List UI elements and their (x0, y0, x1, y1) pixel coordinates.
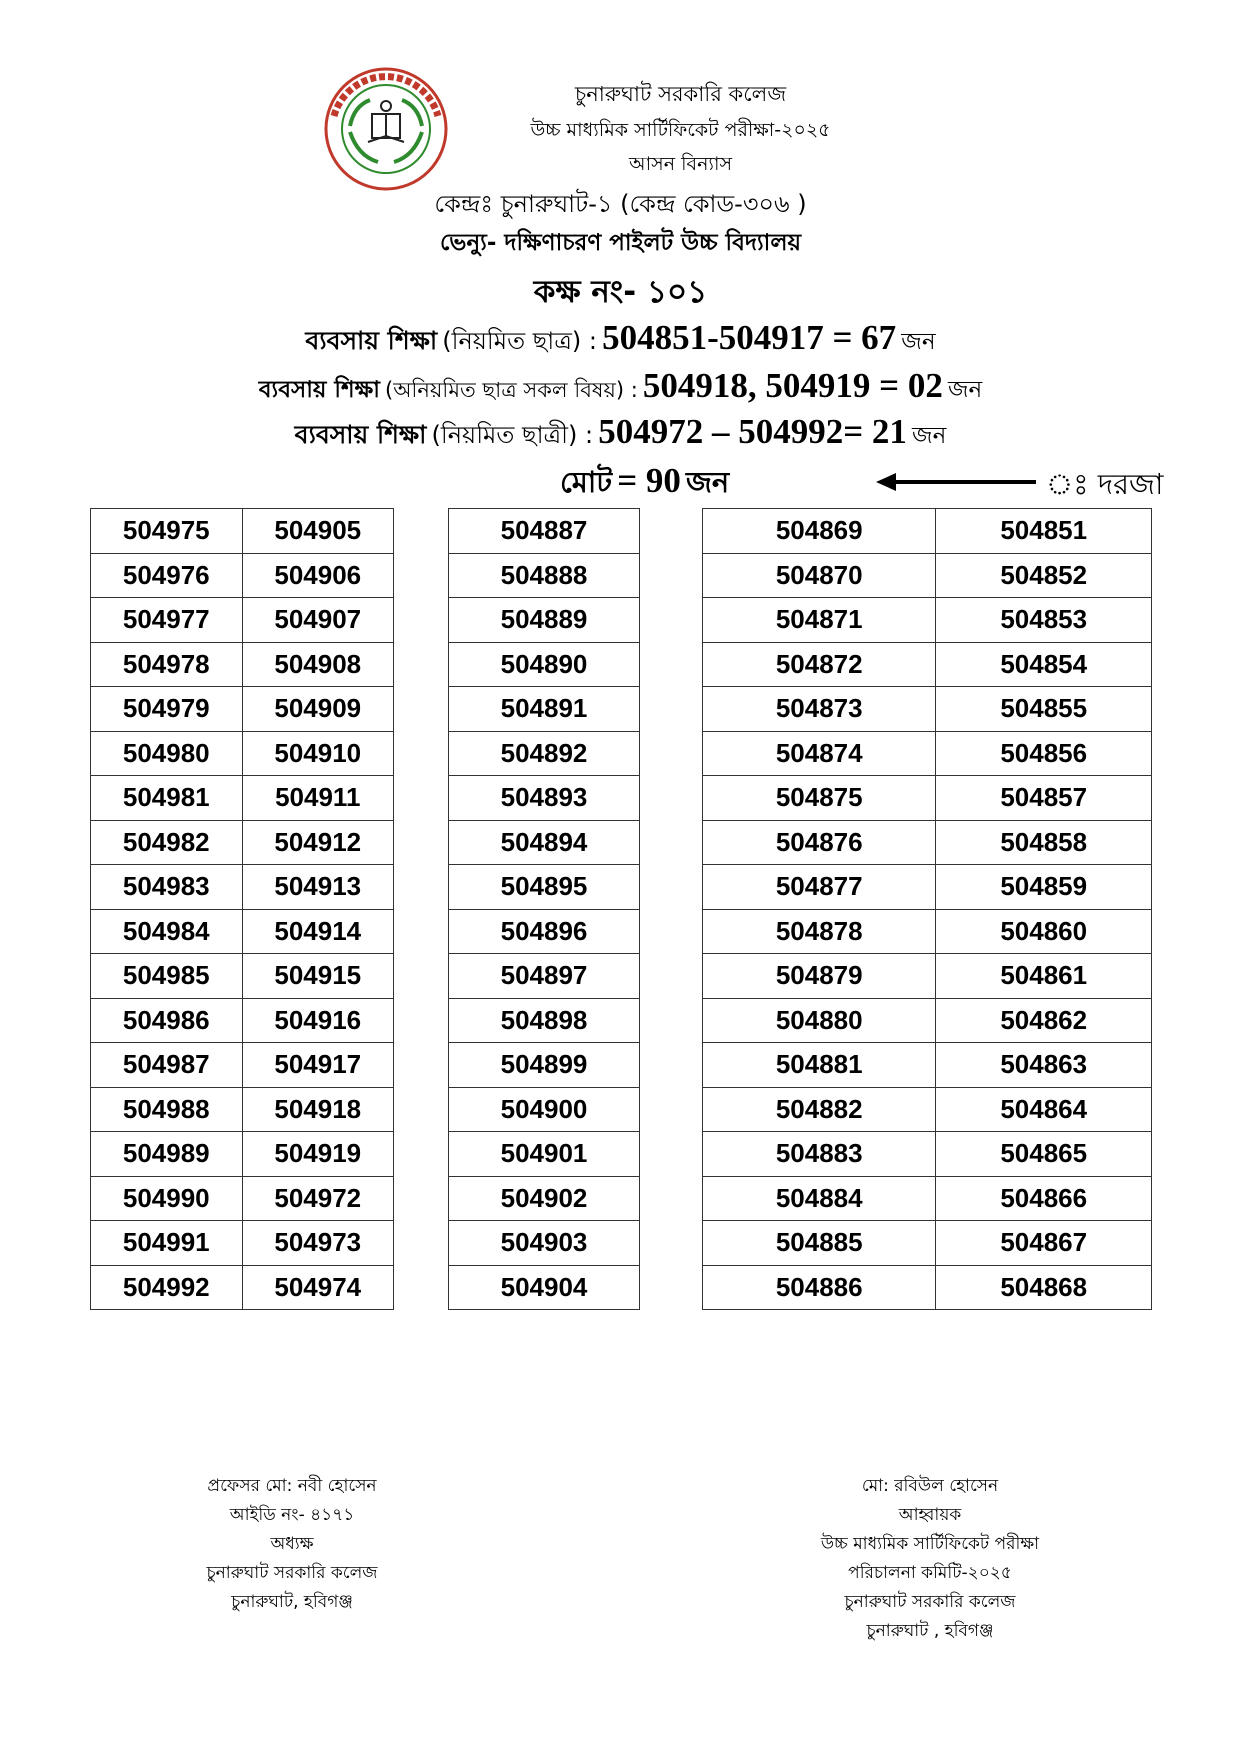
roll-number-cell: 504915 (242, 954, 394, 999)
seat-row (703, 509, 1152, 554)
roll-number-cell: 504988 (91, 1087, 243, 1132)
roll-number-cell: 504982 (91, 820, 243, 865)
seat-row (449, 1176, 640, 1221)
total-count (560, 460, 729, 509)
summary-row (0, 412, 1241, 458)
roll-number-cell: 504974 (242, 1265, 394, 1310)
signature-principal (182, 1472, 402, 1617)
seat-row (449, 1043, 640, 1088)
seat-row (91, 553, 394, 598)
seat-row (449, 642, 640, 687)
signer-name: প্রফেসর মো: নবী হোসেন (207, 1476, 377, 1496)
seat-row (91, 1176, 394, 1221)
roll-number-cell: 504873 (703, 687, 936, 732)
seat-row (703, 1265, 1152, 1310)
summary-row (0, 318, 1241, 364)
seat-row (91, 687, 394, 732)
roll-number-cell: 504894 (449, 820, 640, 865)
arrow-left-icon (876, 470, 1038, 494)
seat-row (703, 1221, 1152, 1266)
roll-number-cell: 504918 (242, 1087, 394, 1132)
seat-row (91, 1043, 394, 1088)
roll-number-cell: 504865 (936, 1132, 1152, 1177)
roll-number-cell: 504986 (91, 998, 243, 1043)
signer-committee-year: পরিচালনা কমিটি-২০২৫ (848, 1563, 1012, 1583)
seat-row (703, 998, 1152, 1043)
roll-number-cell: 504893 (449, 776, 640, 821)
seat-row (91, 954, 394, 999)
seat-table-left (90, 508, 394, 1310)
roll-number-cell: 504859 (936, 865, 1152, 910)
roll-number-cell: 504883 (703, 1132, 936, 1177)
seat-row (703, 642, 1152, 687)
signer-location: চুনারুঘাট , হবিগঞ্জ (866, 1621, 994, 1641)
summary-subject: ব্যবসায় শিক্ষা (294, 420, 427, 449)
total-value: = 90 (617, 461, 681, 500)
roll-number-cell: 504990 (91, 1176, 243, 1221)
seat-row (449, 509, 640, 554)
roll-number-cell: 504912 (242, 820, 394, 865)
roll-number-cell: 504869 (703, 509, 936, 554)
roll-number-cell: 504862 (936, 998, 1152, 1043)
signer-institution: চুনারুঘাট সরকারি কলেজ (844, 1592, 1016, 1612)
roll-number-cell: 504860 (936, 909, 1152, 954)
roll-number-cell: 504875 (703, 776, 936, 821)
seat-row (449, 820, 640, 865)
roll-number-cell: 504901 (449, 1132, 640, 1177)
seat-row (449, 909, 640, 954)
roll-number-cell: 504992 (91, 1265, 243, 1310)
seat-row (449, 998, 640, 1043)
roll-number-cell: 504899 (449, 1043, 640, 1088)
seat-row (703, 1132, 1152, 1177)
seat-row (449, 1132, 640, 1177)
door-label: ঃ দরজা (1046, 467, 1164, 501)
roll-number-cell: 504907 (242, 598, 394, 643)
roll-number-cell: 504977 (91, 598, 243, 643)
total-unit: জন (685, 465, 730, 499)
seat-row (449, 776, 640, 821)
roll-number-cell: 504889 (449, 598, 640, 643)
roll-number-cell: 504902 (449, 1176, 640, 1221)
seat-row (449, 687, 640, 732)
roll-number-cell: 504903 (449, 1221, 640, 1266)
total-label: মোট (560, 465, 613, 499)
summary-range: 504851-504917 = 67 (602, 318, 897, 357)
signer-institution: চুনারুঘাট সরকারি কলেজ (206, 1563, 378, 1583)
seat-row (449, 1087, 640, 1132)
roll-number-cell: 504908 (242, 642, 394, 687)
seat-row (703, 731, 1152, 776)
signer-committee: উচ্চ মাধ্যমিক সার্টিফিকেট পরীক্ষা (820, 1534, 1040, 1554)
roll-number-cell: 504897 (449, 954, 640, 999)
roll-number-cell: 504851 (936, 509, 1152, 554)
roll-number-cell: 504984 (91, 909, 243, 954)
seat-row (703, 1087, 1152, 1132)
roll-number-cell: 504978 (91, 642, 243, 687)
seat-row (91, 598, 394, 643)
seat-row (91, 1221, 394, 1266)
roll-number-cell: 504870 (703, 553, 936, 598)
roll-number-cell: 504895 (449, 865, 640, 910)
seat-row (449, 553, 640, 598)
roll-number-cell: 504880 (703, 998, 936, 1043)
roll-number-cell: 504854 (936, 642, 1152, 687)
signer-designation: আহ্বায়ক (898, 1505, 962, 1525)
seat-row (91, 642, 394, 687)
roll-number-cell: 504981 (91, 776, 243, 821)
roll-number-cell: 504890 (449, 642, 640, 687)
roll-number-cell: 504916 (242, 998, 394, 1043)
roll-number-cell: 504863 (936, 1043, 1152, 1088)
roll-number-cell: 504881 (703, 1043, 936, 1088)
roll-number-cell: 504882 (703, 1087, 936, 1132)
seat-row (91, 509, 394, 554)
roll-number-cell: 504913 (242, 865, 394, 910)
roll-number-cell: 504896 (449, 909, 640, 954)
roll-number-cell: 504874 (703, 731, 936, 776)
seat-row (703, 687, 1152, 732)
seat-row (703, 598, 1152, 643)
signature-convener (800, 1472, 1060, 1646)
roll-number-cell: 504885 (703, 1221, 936, 1266)
seat-row (91, 731, 394, 776)
roll-number-cell: 504857 (936, 776, 1152, 821)
summary-row (0, 366, 1241, 410)
roll-number-cell: 504904 (449, 1265, 640, 1310)
roll-number-cell: 504861 (936, 954, 1152, 999)
seat-row (703, 820, 1152, 865)
roll-number-cell: 504980 (91, 731, 243, 776)
roll-number-cell: 504867 (936, 1221, 1152, 1266)
roll-number-cell: 504855 (936, 687, 1152, 732)
summary-category: (নিয়মিত ছাত্রী) : (431, 421, 594, 449)
seat-row (449, 731, 640, 776)
roll-number-cell: 504871 (703, 598, 936, 643)
roll-number-cell: 504911 (242, 776, 394, 821)
roll-number-cell: 504905 (242, 509, 394, 554)
seat-row (703, 865, 1152, 910)
seat-row (91, 998, 394, 1043)
seat-row (91, 1132, 394, 1177)
seat-row (449, 598, 640, 643)
seat-row (703, 1043, 1152, 1088)
summary-unit: জন (901, 329, 936, 355)
roll-number-cell: 504858 (936, 820, 1152, 865)
signer-id: আইডি নং- ৪১৭১ (229, 1505, 355, 1525)
roll-number-cell: 504852 (936, 553, 1152, 598)
roll-number-cell: 504914 (242, 909, 394, 954)
roll-number-cell: 504898 (449, 998, 640, 1043)
roll-number-cell: 504868 (936, 1265, 1152, 1310)
roll-number-cell: 504853 (936, 598, 1152, 643)
roll-number-cell: 504975 (91, 509, 243, 554)
summary-unit: জন (947, 377, 983, 403)
roll-number-cell: 504892 (449, 731, 640, 776)
roll-number-cell: 504979 (91, 687, 243, 732)
summary-subject: ব্যবসায় শিক্ষা (258, 377, 380, 403)
seat-row (449, 865, 640, 910)
roll-number-cell: 504888 (449, 553, 640, 598)
exam-venue: ভেন্যু- দক্ষিণাচরণ পাইলট উচ্চ বিদ্যালয় (439, 230, 802, 256)
room-number: কক্ষ নং- ১০১ (533, 274, 708, 310)
seat-row (91, 820, 394, 865)
roll-number-cell: 504919 (242, 1132, 394, 1177)
roll-number-cell: 504989 (91, 1132, 243, 1177)
seat-row (91, 1087, 394, 1132)
seat-table-middle (448, 508, 640, 1310)
seat-row (449, 1221, 640, 1266)
signer-name: মো: রবিউল হোসেন (861, 1476, 999, 1496)
seat-row (449, 954, 640, 999)
seat-row (703, 954, 1152, 999)
roll-number-cell: 504856 (936, 731, 1152, 776)
roll-number-cell: 504972 (242, 1176, 394, 1221)
summary-range: 504918, 504919 = 02 (642, 366, 943, 405)
summary-category: (নিয়মিত ছাত্র) : (442, 327, 597, 355)
roll-number-cell: 504876 (703, 820, 936, 865)
roll-number-cell: 504906 (242, 553, 394, 598)
document-title: আসন বিন্যাস (628, 153, 733, 175)
roll-number-cell: 504973 (242, 1221, 394, 1266)
roll-number-cell: 504917 (242, 1043, 394, 1088)
roll-number-cell: 504976 (91, 553, 243, 598)
roll-number-cell: 504987 (91, 1043, 243, 1088)
seat-row (91, 865, 394, 910)
roll-number-cell: 504991 (91, 1221, 243, 1266)
signer-location: চুনারুঘাট, হবিগঞ্জ (231, 1592, 353, 1612)
roll-number-cell: 504910 (242, 731, 394, 776)
seat-row (703, 1176, 1152, 1221)
seat-table-right (702, 508, 1152, 1310)
roll-number-cell: 504864 (936, 1087, 1152, 1132)
roll-number-cell: 504884 (703, 1176, 936, 1221)
roll-number-cell: 504866 (936, 1176, 1152, 1221)
college-name: চুনারুঘাট সরকারি কলেজ (574, 82, 787, 106)
roll-number-cell: 504985 (91, 954, 243, 999)
exam-center: কেন্দ্রঃ চুনারুঘাট-১ (কেন্দ্র কোড-৩০৬ ) (434, 190, 807, 218)
summary-range: 504972 – 504992= 21 (598, 412, 907, 451)
roll-number-cell: 504886 (703, 1265, 936, 1310)
roll-number-cell: 504872 (703, 642, 936, 687)
roll-number-cell: 504877 (703, 865, 936, 910)
signer-designation: অধ্যক্ষ (270, 1534, 314, 1554)
summary-category: (অনিয়মিত ছাত্র সকল বিষয়) : (385, 378, 638, 402)
seat-row (91, 909, 394, 954)
roll-number-cell: 504891 (449, 687, 640, 732)
seat-row (91, 1265, 394, 1310)
summary-unit: জন (912, 423, 947, 449)
seat-row (703, 776, 1152, 821)
seat-row (449, 1265, 640, 1310)
exam-name: উচ্চ মাধ্যমিক সার্টিফিকেট পরীক্ষা-২০২৫ (530, 119, 831, 141)
seat-row (91, 776, 394, 821)
roll-number-cell: 504878 (703, 909, 936, 954)
seat-row (703, 553, 1152, 598)
roll-number-cell: 504983 (91, 865, 243, 910)
summary-subject: ব্যবসায় শিক্ষা (305, 326, 438, 355)
roll-number-cell: 504879 (703, 954, 936, 999)
roll-number-cell: 504900 (449, 1087, 640, 1132)
seat-row (703, 909, 1152, 954)
roll-number-cell: 504909 (242, 687, 394, 732)
roll-number-cell: 504887 (449, 509, 640, 554)
